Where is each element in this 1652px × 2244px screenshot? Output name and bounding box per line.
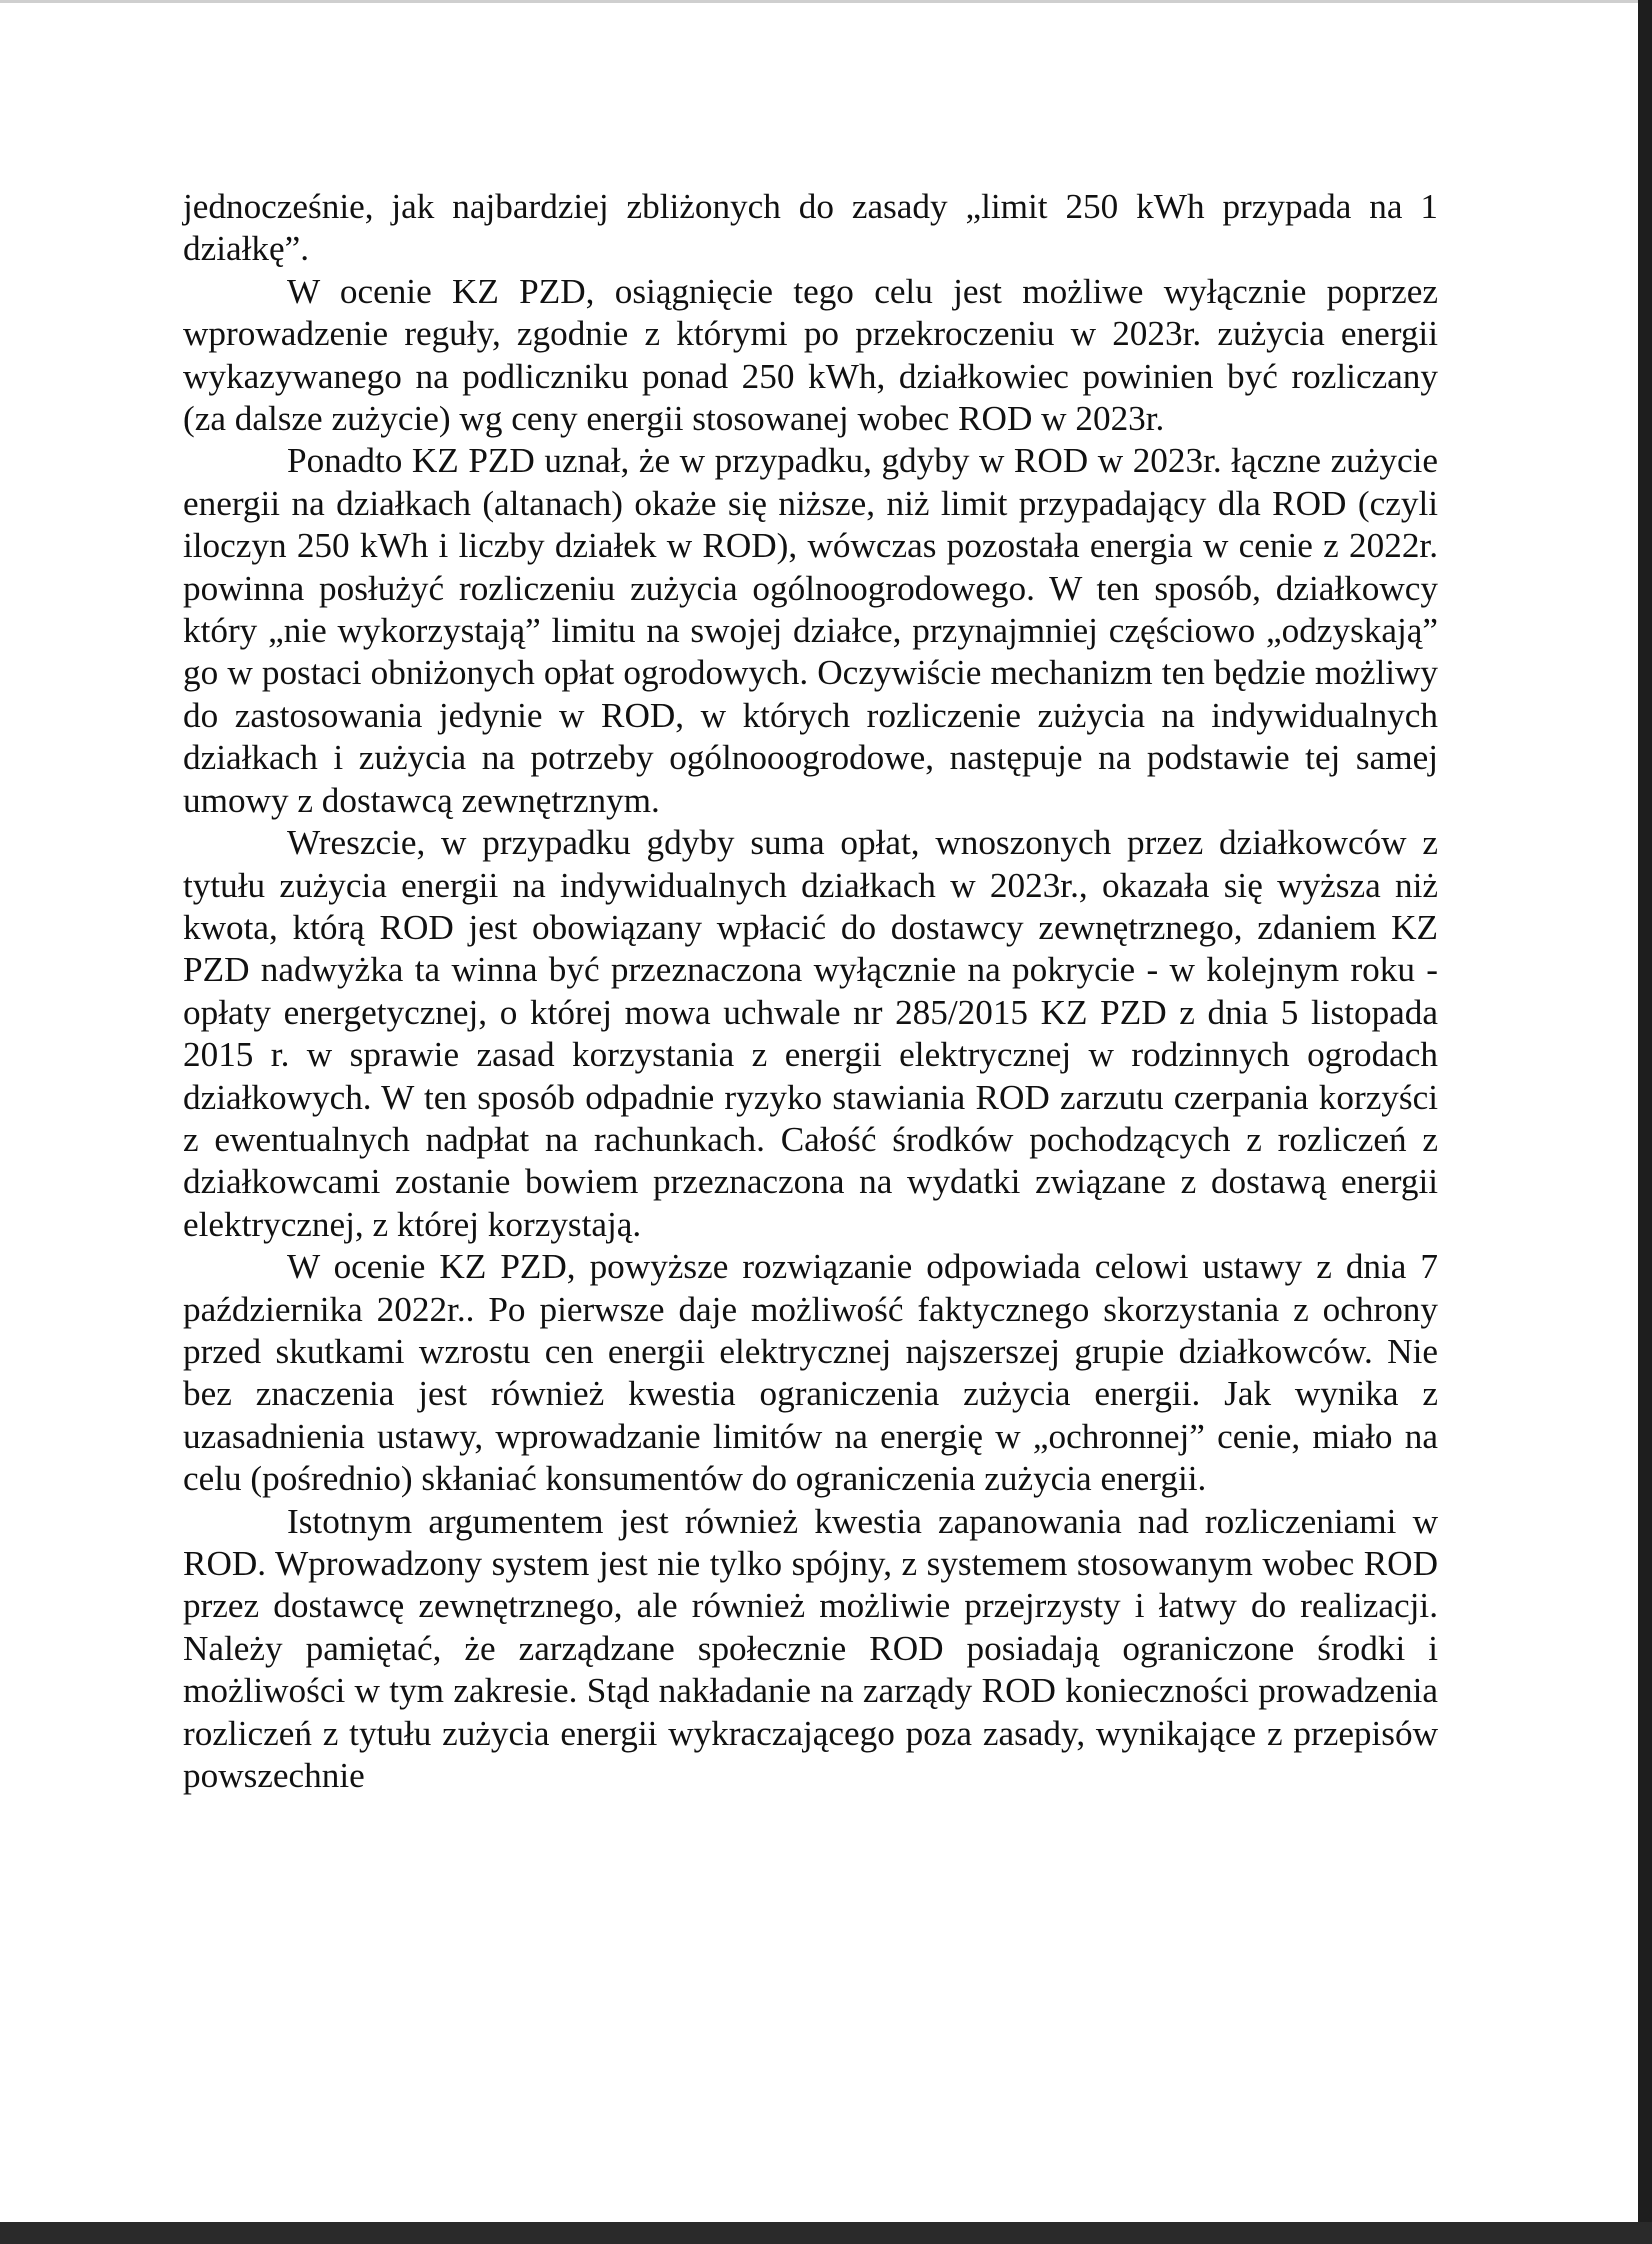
paragraph-6: Istotnym argumentem jest również kwestia zapanowania nad rozliczeniami w ROD. Wprowadzony system jest nie tylko spójny, z systemem stosowanym wobec ROD przez dostawcę zewnętrznego, ale również możliwie przejrzysty i łatwy do realizacji. Należy pamiętać, że zarządzane społecznie ROD posiadają ograniczone środki i możliwości w tym zakresie. Stąd nakładanie na zarządy ROD konieczności prowadzenia rozliczeń z tytułu zużycia energii wykraczającego poza zasady, wynikające z przepisów powszechnie <box>183 1501 1438 1796</box>
paragraph-1: jednocześnie, jak najbardziej zbliżonych do zasady „limit 250 kWh przypada na 1 działkę”. <box>183 187 1438 269</box>
document-page <box>183 186 1438 1797</box>
paragraph-4: Wreszcie, w przypadku gdyby suma opłat, wnoszonych przez działkowców z tytułu zużycia energii na indywidualnych działkach w 2023r., okazała się wyższa niż kwota, którą ROD jest obowiązany wpłacić do dostawcy zewnętrznego, zdaniem KZ PZD nadwyżka ta winna być przeznaczona wyłącznie na pokrycie - w kolejnym roku - opłaty energetycznej, o której mowa uchwale nr 285/2015 KZ PZD z dnia 5 listopada 2015 r. w sprawie zasad korzystania z energii elektrycznej w rodzinnych ogrodach działkowych. W ten sposób odpadnie ryzyko stawiania ROD zarzutu czerpania korzyści z ewentualnych nadpłat na rachunkach. Całość środków pochodzących z rozliczeń z działkowcami zostanie bowiem przeznaczona na wydatki związane z dostawą energii elektrycznej, z której korzystają. <box>183 823 1438 1244</box>
scan-edge-top <box>0 0 1652 3</box>
paragraph-5: W ocenie KZ PZD, powyższe rozwiązanie odpowiada celowi ustawy z dnia 7 października 2022r.. Po pierwsze daje możliwość faktycznego skorzystania z ochrony przed skutkami wzrostu cen energii elektrycznej najszerszej grupie działkowców. Nie bez znaczenia jest również kwestia ograniczenia zużycia energii. Jak wynika z uzasadnienia ustawy, wprowadzanie limitów na energię w „ochronnej” cenie, miało na celu (pośrednio) skłaniać konsumentów do ograniczenia zużycia energii. <box>183 1247 1438 1499</box>
scan-edge-right <box>1638 0 1652 2244</box>
scan-edge-bottom <box>0 2222 1652 2244</box>
paragraph-2: W ocenie KZ PZD, osiągnięcie tego celu jest możliwe wyłącznie poprzez wprowadzenie reguły, zgodnie z którymi po przekroczeniu w 2023r. zużycia energii wykazywanego na podliczniku ponad 250 kWh, działkowiec powinien być rozliczany (za dalsze zużycie) wg ceny energii stosowanej wobec ROD w 2023r. <box>183 271 1438 439</box>
paragraph-3: Ponadto KZ PZD uznał, że w przypadku, gdyby w ROD w 2023r. łączne zużycie energii na działkach (altanach) okaże się niższe, niż limit przypadający dla ROD (czyli iloczyn 250 kWh i liczby działek w ROD), wówczas pozostała energia w cenie z 2022r. powinna posłużyć rozliczeniu zużycia ogólnoogrodowego. W ten sposób, działkowcy który „nie wykorzystają” limitu na swojej działce, przynajmniej częściowo „odzyskają” go w postaci obniżonych opłat ogrodowych. Oczywiście mechanizm ten będzie możliwy do zastosowania jedynie w ROD, w których rozliczenie zużycia na indywidualnych działkach i zużycia na potrzeby ogólnooogrodowe, następuje na podstawie tej samej umowy z dostawcą zewnętrznym. <box>183 441 1438 820</box>
